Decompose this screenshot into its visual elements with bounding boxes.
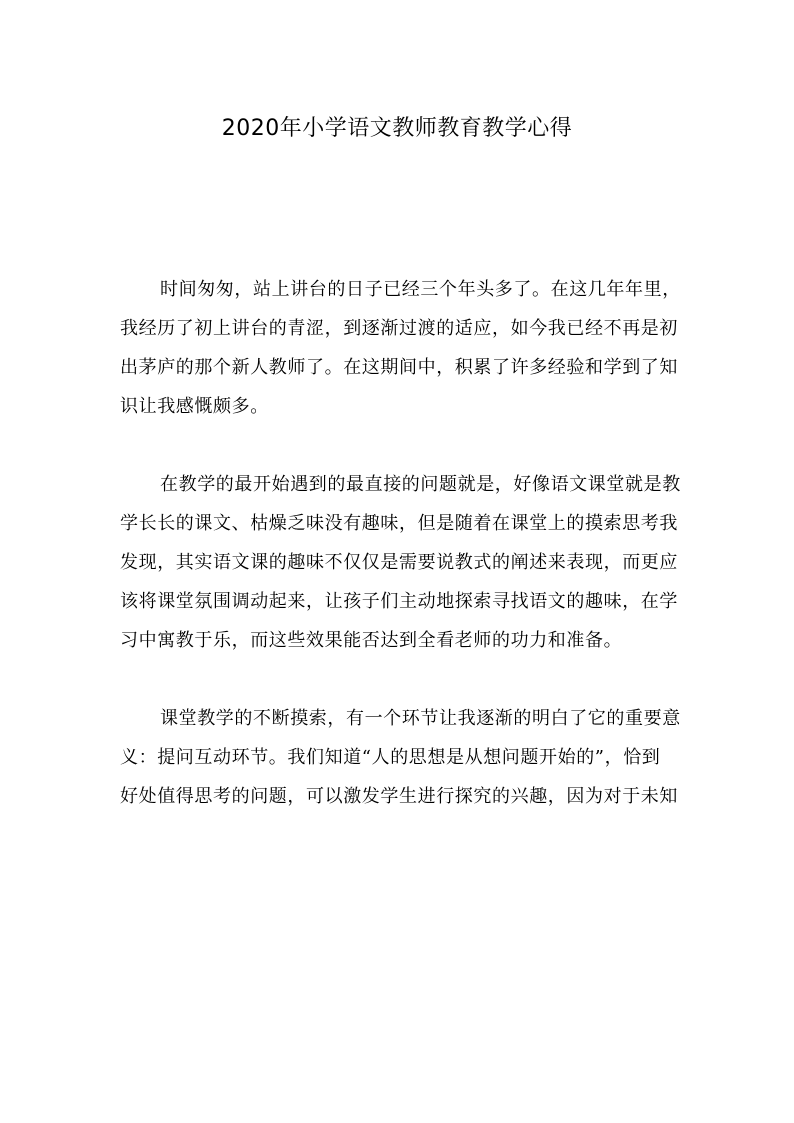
paragraph-line: 出茅庐的那个新人教师了。在这期间中，积累了许多经验和学到了知 [120,357,678,378]
paragraph-line: 习中寓教于乐，而这些效果能否达到全看老师的功力和准备。 [120,630,623,651]
paragraph-line: 识让我感慨颇多。 [120,396,269,417]
paragraph-line: 课堂教学的不断摸索，有一个环节让我逐渐的明白了它的重要意 [160,708,681,729]
document-title: 2020年小学语文教师教育教学心得 [221,116,573,141]
paragraph-2 [120,465,680,660]
paragraph-3 [120,699,680,816]
paragraph-line: 发现，其实语文课的趣味不仅仅是需要说教式的阐述来表现，而更应 [120,552,678,573]
paragraph-line: 学长长的课文、枯燥乏味没有趣味，但是随着在课堂上的摸索思考我 [120,513,678,534]
paragraph-line: 我经历了初上讲台的青涩，到逐渐过渡的适应，如今我已经不再是初 [120,318,678,339]
paragraph-1 [120,270,680,426]
paragraph-line: 时间匆匆，站上讲台的日子已经三个年头多了。在这几年年里， [160,279,681,300]
paragraph-line: 义：提问互动环节。我们知道“人的思想是从想问题开始的”，恰到 [120,747,661,768]
paragraph-line: 该将课堂氛围调动起来，让孩子们主动地探索寻找语文的趣味，在学 [120,591,678,612]
document-body [120,270,680,855]
paragraph-line: 好处值得思考的问题，可以激发学生进行探究的兴趣，因为对于未知 [120,786,678,807]
paragraph-line: 在教学的最开始遇到的最直接的问题就是，好像语文课堂就是教 [160,474,681,495]
